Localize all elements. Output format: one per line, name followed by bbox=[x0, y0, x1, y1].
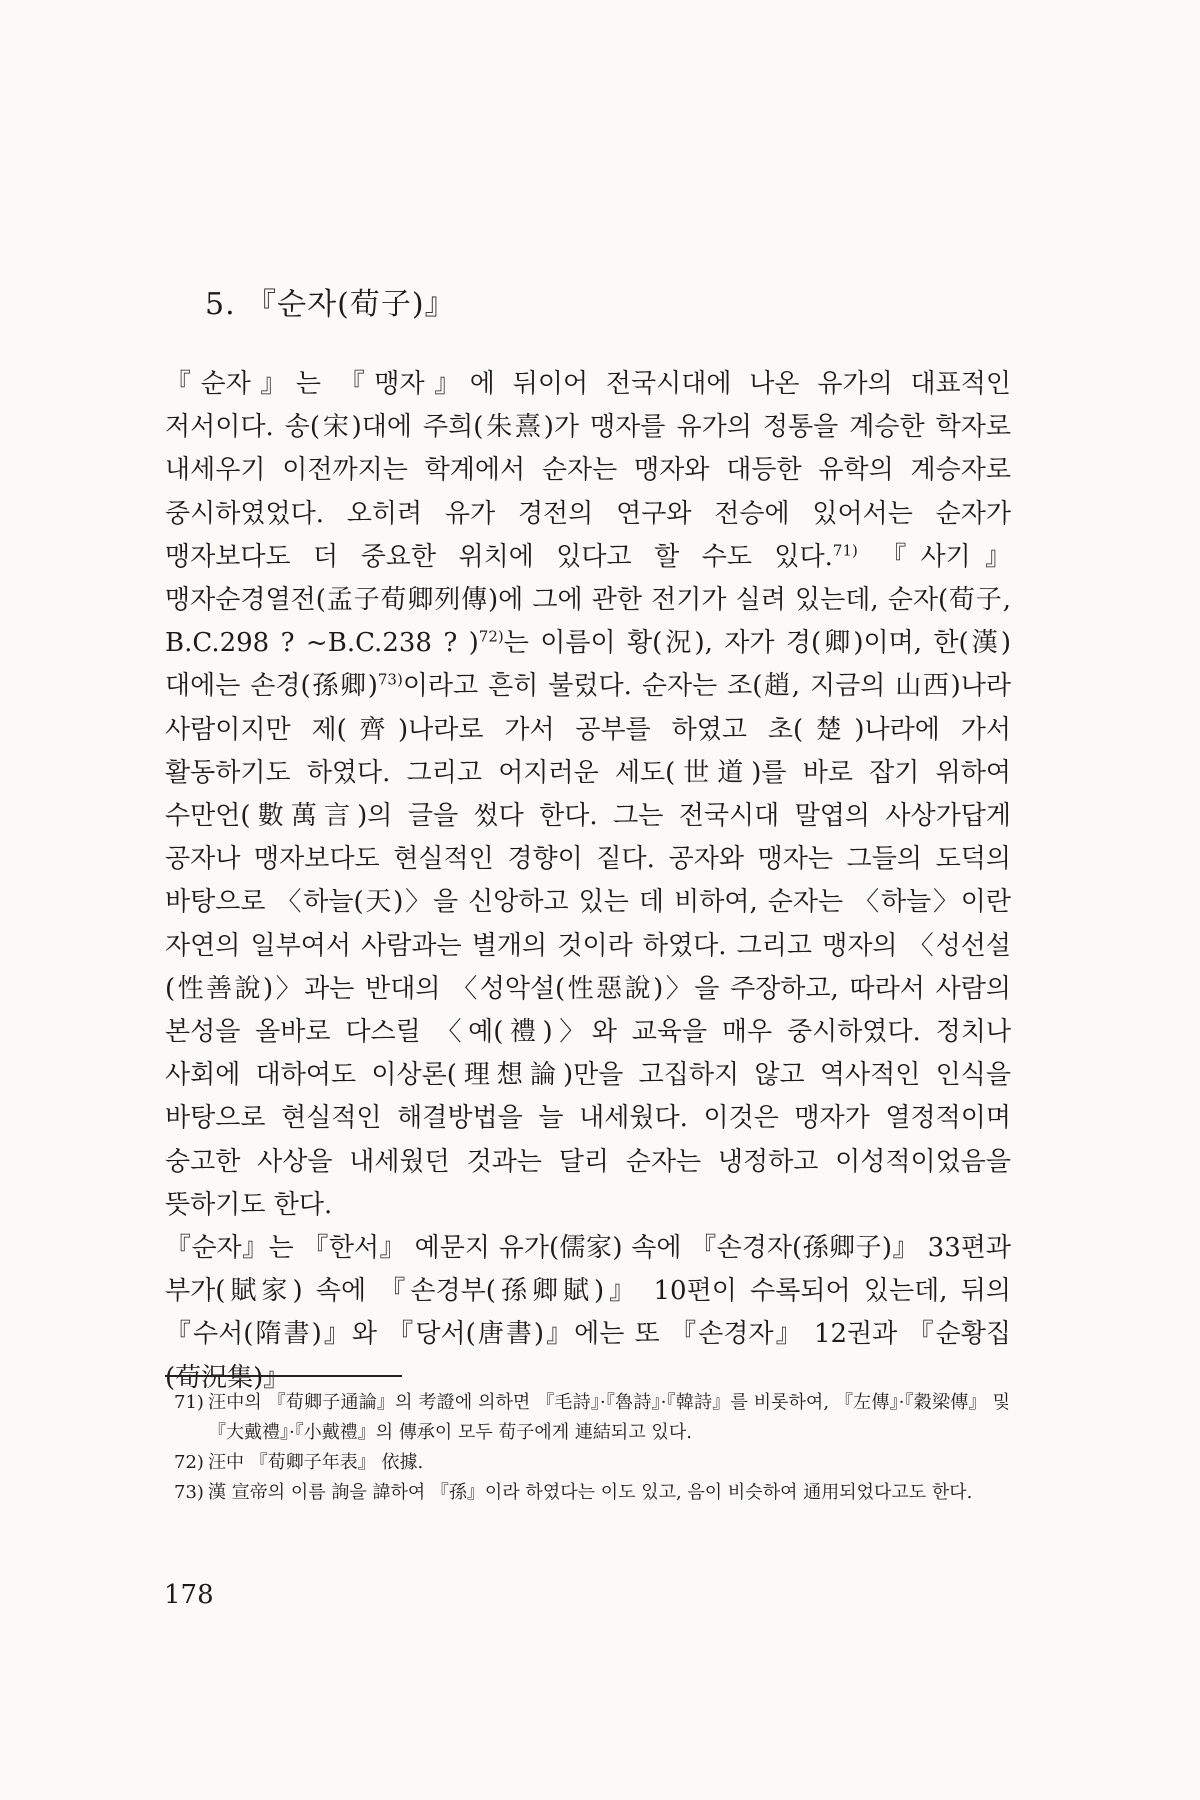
footnotes bbox=[174, 1388, 1010, 1508]
section-title: 5. 『순자(荀子)』 bbox=[205, 287, 456, 322]
footnote-text: 汪中 『荀卿子年表』 依據. bbox=[208, 1452, 424, 1473]
paragraph-1-part-a: 『순자』는 『맹자』에 뒤이어 전국시대에 나온 유가의 대표적인 저서이다. 송(宋)대에 주희(朱熹)가 맹자를 유가의 정통을 계승한 학자로 내세우기 이전까지는 학계에서 순자는 맹자와 대등한 유학의 계승자로 중시하였었다. 오히려 유가 경전의 연구와 전승에 있어서는 순자가 맹자보다도 더 중요한 위치에 있다고 할 수도 있다. bbox=[165, 369, 1011, 572]
paragraph-2: 『순자』는 『한서』 예문지 유가(儒家) 속에 『손경자(孫卿子)』 33편과 부가(賦家) 속에 『손경부(孫卿賦)』 10편이 수록되어 있는데, 뒤의 『수서(隋書)』와 『당서(唐書)』에는 또 『손경자』 12권과 『순황집(荀況集)』 bbox=[165, 1233, 1011, 1393]
footnote-ref-72: 72) bbox=[478, 627, 504, 646]
page-number: 178 bbox=[164, 1580, 214, 1610]
footnote-72 bbox=[174, 1448, 1010, 1478]
footnote-ref-71: 71) bbox=[832, 541, 858, 560]
footnote-divider bbox=[165, 1375, 402, 1377]
footnote-text: 汪中의 『荀卿子通論』의 考證에 의하면 『毛詩』·『魯詩』·『韓詩』를 비롯하여, 『左傳』·『穀梁傳』 및 『大戴禮』·『小戴禮』의 傳承이 모두 荀子에게 連結되고 있다. bbox=[208, 1392, 1010, 1443]
footnote-ref-73: 73) bbox=[377, 670, 403, 689]
footnote-number: 73) bbox=[174, 1482, 204, 1503]
footnote-number: 72) bbox=[174, 1452, 204, 1473]
footnote-73 bbox=[174, 1478, 1010, 1508]
footnote-text: 漢 宣帝의 이름 詢을 諱하여 『孫』이라 하였다는 이도 있고, 음이 비슷하여 通用되었다고도 한다. bbox=[208, 1482, 973, 1503]
paragraph-1-part-b: 『사기』 맹자순경열전(孟子荀卿列傳)에 그에 관한 전기가 실려 있는데, 순자(荀子, B.C.298 ? ~B.C.238 ? ) bbox=[165, 541, 1011, 659]
footnote-number: 71) bbox=[174, 1392, 204, 1413]
paragraph-1 bbox=[165, 363, 1011, 1227]
paragraph-1-part-d: 이라고 흔히 불렀다. 순자는 조(趙, 지금의 山西)나라 사람이지만 제(齊)나라로 가서 공부를 하였고 초(楚)나라에 가서 활동하기도 하였다. 그리고 어지러운 세도(世道)를 바로 잡기 위하여 수만언(數萬言)의 글을 썼다 한다. 그는 전국시대 말엽의 사상가답게 공자나 맹자보다도 현실적인 경향이 짙다. 공자와 맹자는 그들의 도덕의 바탕으로 〈하늘(天)〉을 신앙하고 있는 데 비하여, 순자는 〈하늘〉이란 자연의 일부여서 사람과는 별개의 것이라 하였다. 그리고 맹자의 〈성선설(性善說)〉과는 반대의 〈성악설(性惡說)〉을 주장하고, 따라서 사람의 본성을 올바로 다스릴 〈예(禮)〉와 교육을 매우 중시하였다. 정치나 사회에 대하여도 이상론(理想論)만을 고집하지 않고 역사적인 인식을 바탕으로 현실적인 해결방법을 늘 내세웠다. 이것은 맹자가 열정적이며 숭고한 사상을 내세웠던 것과는 달리 순자는 냉정하고 이성적이었음을 뜻하기도 한다. bbox=[165, 671, 1011, 1220]
body-text bbox=[165, 363, 1011, 1400]
footnote-71 bbox=[174, 1388, 1010, 1448]
paragraph-1-part-c: 는 이름이 황(況), 자가 경(卿)이며, 한(漢)대에는 손경(孫卿) bbox=[165, 628, 1012, 702]
